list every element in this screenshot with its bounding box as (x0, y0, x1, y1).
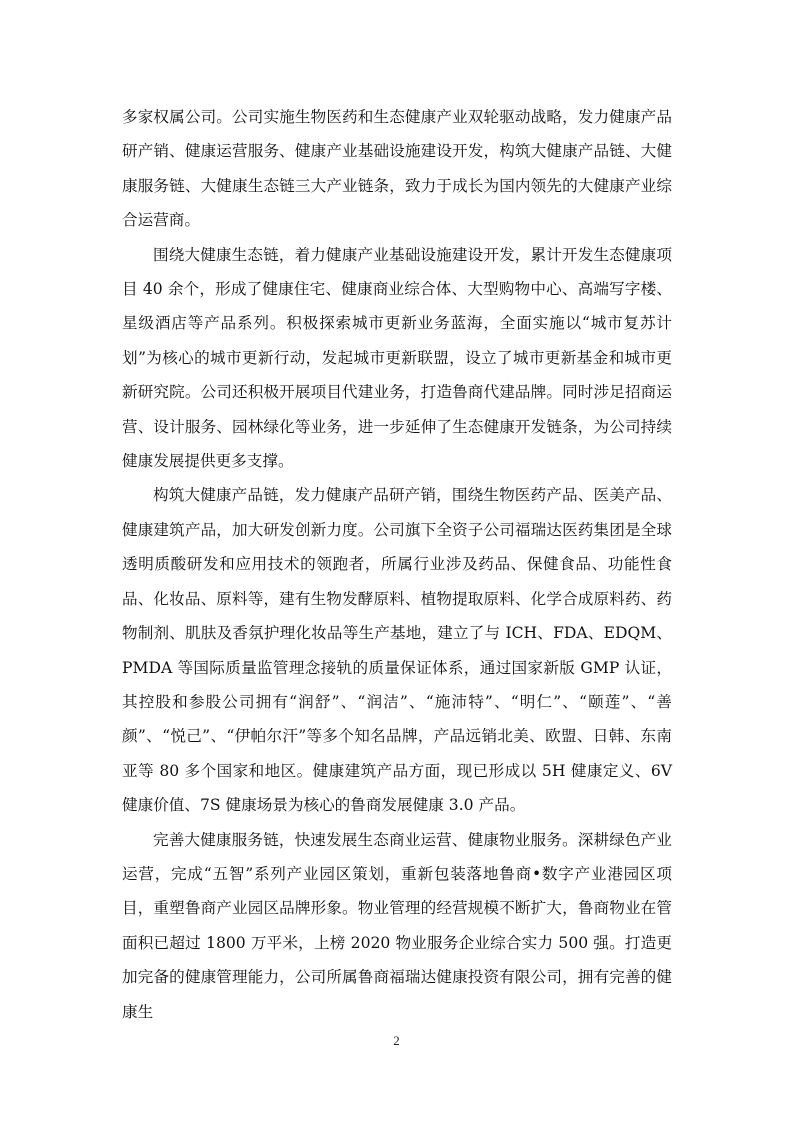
page-number: 2 (393, 1033, 400, 1048)
paragraph: 构筑大健康产品链，发力健康产品研产销，围绕生物医药产品、医美产品、健康建筑产品，加大研发创新力度。公司旗下全资子公司福瑞达医药集团是全球透明质酸研发和应用技术的领跑者，所属行业涉及药品、保健食品、功能性食品、化妆品、原料等，建有生物发酵原料、植物提取原料、化学合成原料药、药物制剂、肌肤及香氛护理化妆品等生产基地，建立了与 ICH、FDA、EDQM、PMDA 等国际质量监管理念接轨的质量保证体系，通过国家新版 GMP 认证，其控股和参股公司拥有“润舒”、“润洁”、“施沛特”、“明仁”、“颐莲”、“善颜”、“悦己”、“伊帕尔汗”等多个知名品牌，产品远销北美、欧盟、日韩、东南亚等 80 多个国家和地区。健康建筑产品方面，现已形成以 5H 健康定义、6V 健康价值、7S 健康场景为核心的鲁商发展健康 3.0 产品。 (122, 486, 672, 815)
body-text (122, 100, 672, 1029)
paragraph: 多家权属公司。公司实施生物医药和生态健康产业双轮驱动战略，发力健康产品研产销、健康运营服务、健康产业基础设施建设开发，构筑大健康产品链、大健康服务链、大健康生态链三大产业链条，致力于成长为国内领先的大健康产业综合运营商。 (122, 108, 672, 230)
paragraph: 围绕大健康生态链，着力健康产业基础设施建设开发，累计开发生态健康项目 40 余个，形成了健康住宅、健康商业综合体、大型购物中心、高端写字楼、星级酒店等产品系列。积极探索城市更新业务蓝海，全面实施以“城市复苏计划”为核心的城市更新行动，发起城市更新联盟，设立了城市更新基金和城市更新研究院。公司还积极开展项目代建业务，打造鲁商代建品牌。同时涉足招商运营、设计服务、园林绿化等业务，进一步延伸了生态健康开发链条，为公司持续健康发展提供更多支撑。 (122, 245, 672, 471)
paragraph: 完善大健康服务链，快速发展生态商业运营、健康物业服务。深耕绿色产业运营，完成“五智”系列产业园区策划，重新包装落地鲁商•数字产业港园区项目，重塑鲁商产业园区品牌形象。物业管理的经营规模不断扩大，鲁商物业在管面积已超过 1800 万平米，上榜 2020 物业服务企业综合实力 500 强。打造更加完备的健康管理能力，公司所属鲁商福瑞达健康投资有限公司，拥有完善的健康生 (122, 830, 672, 1021)
